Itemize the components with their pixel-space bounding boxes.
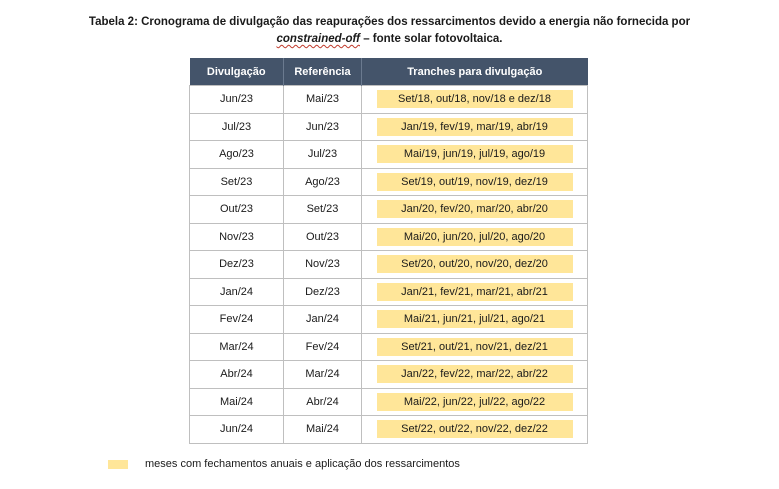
cell-tranches bbox=[362, 333, 588, 361]
header-referencia: Referência bbox=[284, 58, 362, 86]
cell-tranches bbox=[362, 278, 588, 306]
cell-divulgacao: Fev/24 bbox=[190, 306, 284, 334]
cell-tranches bbox=[362, 86, 588, 114]
cell-referencia: Jul/23 bbox=[284, 141, 362, 169]
cell-divulgacao: Jul/23 bbox=[190, 113, 284, 141]
cell-tranches bbox=[362, 113, 588, 141]
table-row bbox=[190, 141, 588, 169]
table-row bbox=[190, 223, 588, 251]
table-row bbox=[190, 251, 588, 279]
table-caption bbox=[0, 14, 779, 48]
table-row bbox=[190, 416, 588, 444]
tranche-highlight: Set/22, out/22, nov/22, dez/22 bbox=[377, 420, 573, 438]
cell-tranches bbox=[362, 388, 588, 416]
tranche-highlight: Jan/19, fev/19, mar/19, abr/19 bbox=[377, 118, 573, 136]
cell-referencia: Mai/23 bbox=[284, 86, 362, 114]
cell-referencia: Fev/24 bbox=[284, 333, 362, 361]
cell-tranches bbox=[362, 141, 588, 169]
cell-tranches bbox=[362, 361, 588, 389]
tranche-highlight: Set/19, out/19, nov/19, dez/19 bbox=[377, 173, 573, 191]
cell-referencia: Ago/23 bbox=[284, 168, 362, 196]
cell-tranches bbox=[362, 416, 588, 444]
tranche-highlight: Set/20, out/20, nov/20, dez/20 bbox=[377, 255, 573, 273]
tranche-highlight: Mai/22, jun/22, jul/22, ago/22 bbox=[377, 393, 573, 411]
cell-tranches bbox=[362, 306, 588, 334]
caption-line-1: Tabela 2: Cronograma de divulgação das reapurações dos ressarcimentos devido a energia não fornecida por bbox=[88, 16, 691, 28]
tranche-highlight: Set/21, out/21, nov/21, dez/21 bbox=[377, 338, 573, 356]
tranche-highlight: Jan/22, fev/22, mar/22, abr/22 bbox=[377, 365, 573, 383]
table-body bbox=[190, 86, 588, 444]
cell-tranches bbox=[362, 196, 588, 224]
header-tranches: Tranches para divulgação bbox=[362, 58, 588, 86]
cell-divulgacao: Out/23 bbox=[190, 196, 284, 224]
table-row bbox=[190, 168, 588, 196]
cell-divulgacao: Set/23 bbox=[190, 168, 284, 196]
legend bbox=[108, 458, 460, 470]
table-header-row bbox=[190, 58, 588, 86]
cell-tranches bbox=[362, 168, 588, 196]
schedule-table bbox=[189, 58, 588, 444]
cell-divulgacao: Jun/24 bbox=[190, 416, 284, 444]
table-row bbox=[190, 278, 588, 306]
tranche-highlight: Mai/19, jun/19, jul/19, ago/19 bbox=[377, 145, 573, 163]
caption-line-2 bbox=[0, 31, 779, 48]
cell-divulgacao: Jun/23 bbox=[190, 86, 284, 114]
cell-referencia: Mar/24 bbox=[284, 361, 362, 389]
cell-tranches bbox=[362, 223, 588, 251]
cell-referencia: Dez/23 bbox=[284, 278, 362, 306]
table-row bbox=[190, 86, 588, 114]
legend-swatch bbox=[108, 460, 128, 469]
legend-text: meses com fechamentos anuais e aplicação dos ressarcimentos bbox=[145, 458, 460, 470]
cell-referencia: Nov/23 bbox=[284, 251, 362, 279]
cell-referencia: Set/23 bbox=[284, 196, 362, 224]
header-divulgacao: Divulgação bbox=[190, 58, 284, 86]
tranche-highlight: Set/18, out/18, nov/18 e dez/18 bbox=[377, 90, 573, 108]
cell-referencia: Jan/24 bbox=[284, 306, 362, 334]
cell-divulgacao: Jan/24 bbox=[190, 278, 284, 306]
cell-tranches bbox=[362, 251, 588, 279]
cell-divulgacao: Dez/23 bbox=[190, 251, 284, 279]
table-row bbox=[190, 388, 588, 416]
table-row bbox=[190, 333, 588, 361]
cell-referencia: Jun/23 bbox=[284, 113, 362, 141]
cell-referencia: Mai/24 bbox=[284, 416, 362, 444]
tranche-highlight: Mai/21, jun/21, jul/21, ago/21 bbox=[377, 310, 573, 328]
cell-divulgacao: Ago/23 bbox=[190, 141, 284, 169]
cell-divulgacao: Nov/23 bbox=[190, 223, 284, 251]
caption-emphasis: constrained-off bbox=[276, 33, 360, 45]
table-row bbox=[190, 113, 588, 141]
tranche-highlight: Jan/20, fev/20, mar/20, abr/20 bbox=[377, 200, 573, 218]
cell-divulgacao: Mar/24 bbox=[190, 333, 284, 361]
table-row bbox=[190, 361, 588, 389]
cell-divulgacao: Mai/24 bbox=[190, 388, 284, 416]
tranche-highlight: Mai/20, jun/20, jul/20, ago/20 bbox=[377, 228, 573, 246]
caption-line-2-rest: – fonte solar fotovoltaica. bbox=[360, 33, 503, 45]
cell-referencia: Out/23 bbox=[284, 223, 362, 251]
table-row bbox=[190, 196, 588, 224]
table-row bbox=[190, 306, 588, 334]
cell-referencia: Abr/24 bbox=[284, 388, 362, 416]
cell-divulgacao: Abr/24 bbox=[190, 361, 284, 389]
tranche-highlight: Jan/21, fev/21, mar/21, abr/21 bbox=[377, 283, 573, 301]
